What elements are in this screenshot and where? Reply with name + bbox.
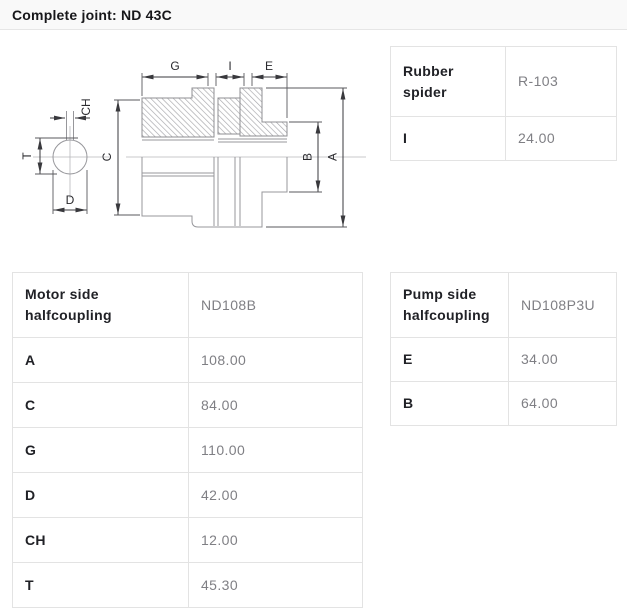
dim-label-i: I — [228, 59, 232, 73]
motor-side-table — [12, 272, 363, 608]
dimension-t — [20, 139, 57, 175]
spider-section — [218, 98, 240, 134]
table-row — [13, 383, 363, 428]
table-row — [391, 273, 617, 338]
row-label: A — [13, 338, 189, 383]
table-row — [13, 473, 363, 518]
row-value: ND108P3U — [509, 273, 617, 338]
table-row — [391, 47, 617, 117]
row-label: Pump side halfcoupling — [391, 273, 509, 338]
row-value: 12.00 — [189, 518, 363, 563]
row-label: B — [391, 382, 509, 426]
dimension-i — [216, 59, 244, 86]
technical-drawing — [0, 50, 380, 262]
row-label: E — [391, 338, 509, 382]
row-label: Motor side halfcoupling — [13, 273, 189, 338]
table-row — [13, 428, 363, 473]
table-row — [13, 338, 363, 383]
row-label: Rubber spider — [391, 47, 506, 117]
motor-halfcoupling-section — [142, 88, 214, 137]
dim-label-d: D — [65, 193, 75, 207]
row-label: CH — [13, 518, 189, 563]
table-row — [391, 338, 617, 382]
row-value: ND108B — [189, 273, 363, 338]
shaft-bore-end-view — [33, 111, 110, 198]
table-row — [391, 117, 617, 161]
dim-label-b: B — [300, 152, 315, 162]
row-label: D — [13, 473, 189, 518]
row-label: I — [391, 117, 506, 161]
dim-label-ch: CH — [79, 98, 93, 116]
page-title: Complete joint: ND 43C — [12, 6, 172, 23]
coupling-drawing-svg — [0, 50, 380, 262]
dimension-c — [100, 100, 140, 215]
row-value: 24.00 — [506, 117, 617, 161]
dim-label-a: A — [325, 152, 340, 162]
row-value: 42.00 — [189, 473, 363, 518]
pump-side-table — [390, 272, 617, 426]
header-bar — [0, 0, 627, 30]
row-value: 110.00 — [189, 428, 363, 473]
rubber-spider-table — [390, 46, 617, 161]
table-row — [13, 273, 363, 338]
row-label: T — [13, 563, 189, 608]
dim-label-t: T — [20, 152, 34, 160]
row-label: C — [13, 383, 189, 428]
row-label: G — [13, 428, 189, 473]
row-value: R-103 — [506, 47, 617, 117]
table-row — [13, 563, 363, 608]
row-value: 84.00 — [189, 383, 363, 428]
row-value: 45.30 — [189, 563, 363, 608]
row-value: 108.00 — [189, 338, 363, 383]
table-row — [391, 382, 617, 426]
pump-halfcoupling-section — [240, 88, 287, 136]
table-row — [13, 518, 363, 563]
row-value: 34.00 — [509, 338, 617, 382]
dim-label-g: G — [170, 59, 180, 73]
row-value: 64.00 — [509, 382, 617, 426]
dim-label-c: C — [100, 152, 114, 162]
dim-label-e: E — [264, 59, 274, 73]
dimension-ch — [50, 98, 93, 118]
